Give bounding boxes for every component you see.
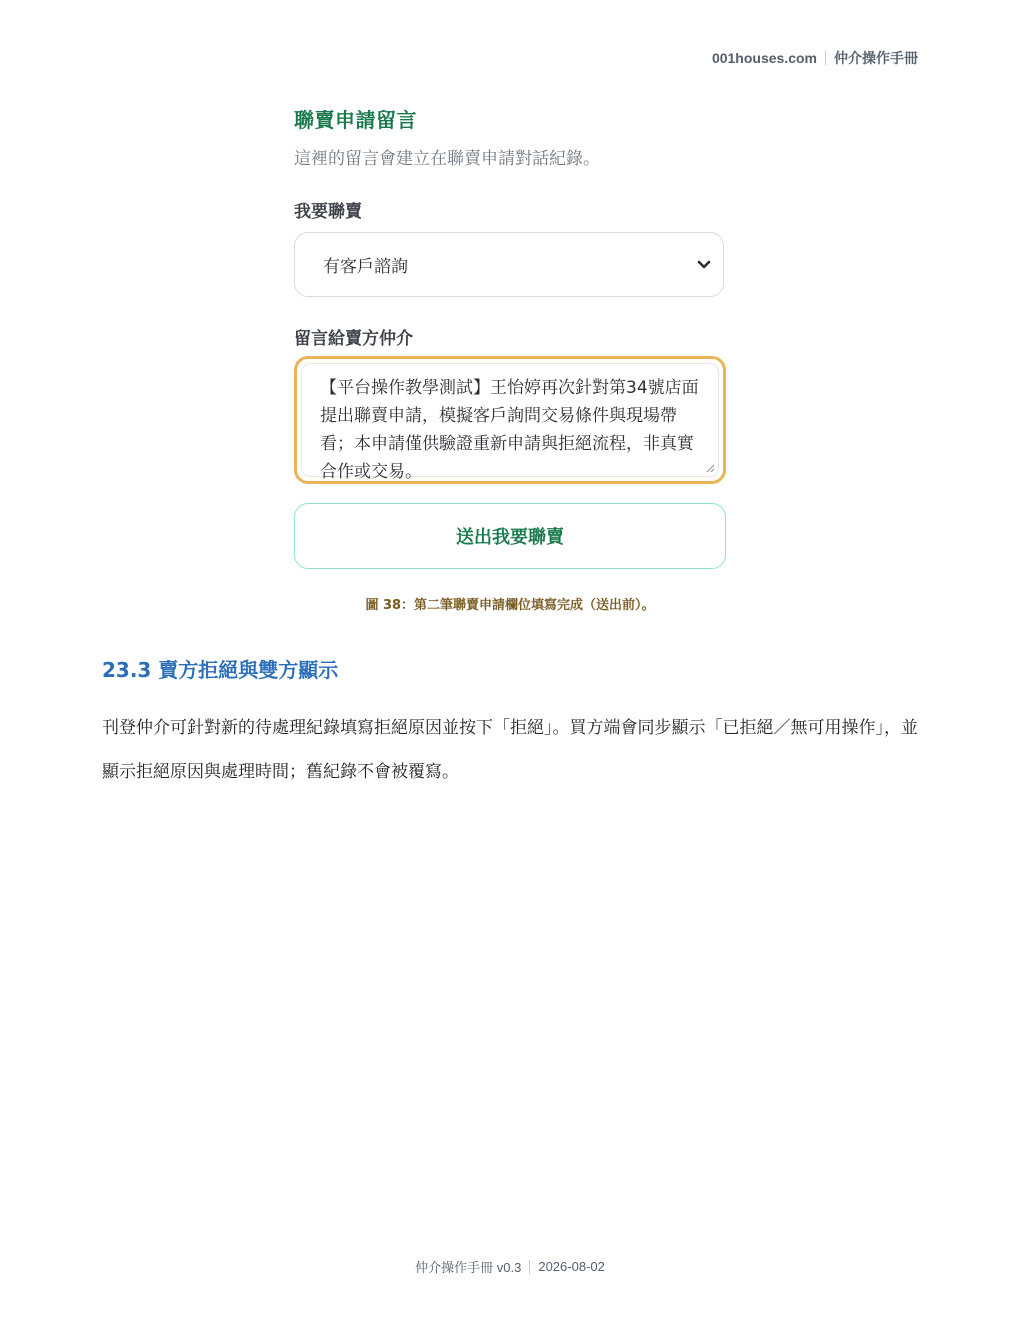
form-screenshot	[294, 100, 726, 575]
resize-grip-icon[interactable]	[705, 463, 715, 473]
message-textarea-focus-ring	[294, 356, 726, 484]
figure-caption: 圖 38：第二筆聯賣申請欄位填寫完成（送出前）。	[365, 598, 655, 613]
form-description: 這裡的留言會建立在聯賣申請對話紀錄。	[294, 149, 600, 169]
footer-date: 2026-08-02	[538, 1259, 605, 1274]
inquiry-type-select[interactable]	[294, 232, 724, 297]
message-text: 【平台操作教學測試】王怡婷再次針對第34號店面提出聯賣申請，模擬客戶詢問交易條件與現場帶看；本申請僅供驗證重新申請與拒絕流程，非真實合作或交易。	[320, 378, 699, 482]
form-title: 聯賣申請留言	[294, 108, 417, 132]
chevron-down-icon	[697, 260, 711, 270]
footer-version: 仲介操作手冊 v0.3	[415, 1260, 522, 1275]
section-heading: 23.3 賣方拒絕與雙方顯示	[102, 658, 339, 682]
page-header	[712, 48, 918, 68]
select-value: 有客戶諮詢	[323, 257, 408, 277]
footer-divider	[529, 1260, 530, 1274]
select-label: 我要聯賣	[294, 202, 362, 222]
site-name: 001houses.com	[711, 50, 817, 66]
submit-button[interactable]: 送出我要聯賣	[294, 503, 726, 569]
message-label: 留言給賣方仲介	[294, 329, 413, 349]
section-body: 刊登仲介可針對新的待處理紀錄填寫拒絕原因並按下「拒絕」。買方端會同步顯示「已拒絕／無可用操作」，並顯示拒絕原因與處理時間；舊紀錄不會被覆寫。	[102, 718, 918, 782]
message-textarea[interactable]	[301, 363, 719, 482]
header-divider	[825, 51, 826, 65]
doc-title: 仲介操作手冊	[834, 50, 918, 66]
page-footer	[0, 1257, 1020, 1276]
